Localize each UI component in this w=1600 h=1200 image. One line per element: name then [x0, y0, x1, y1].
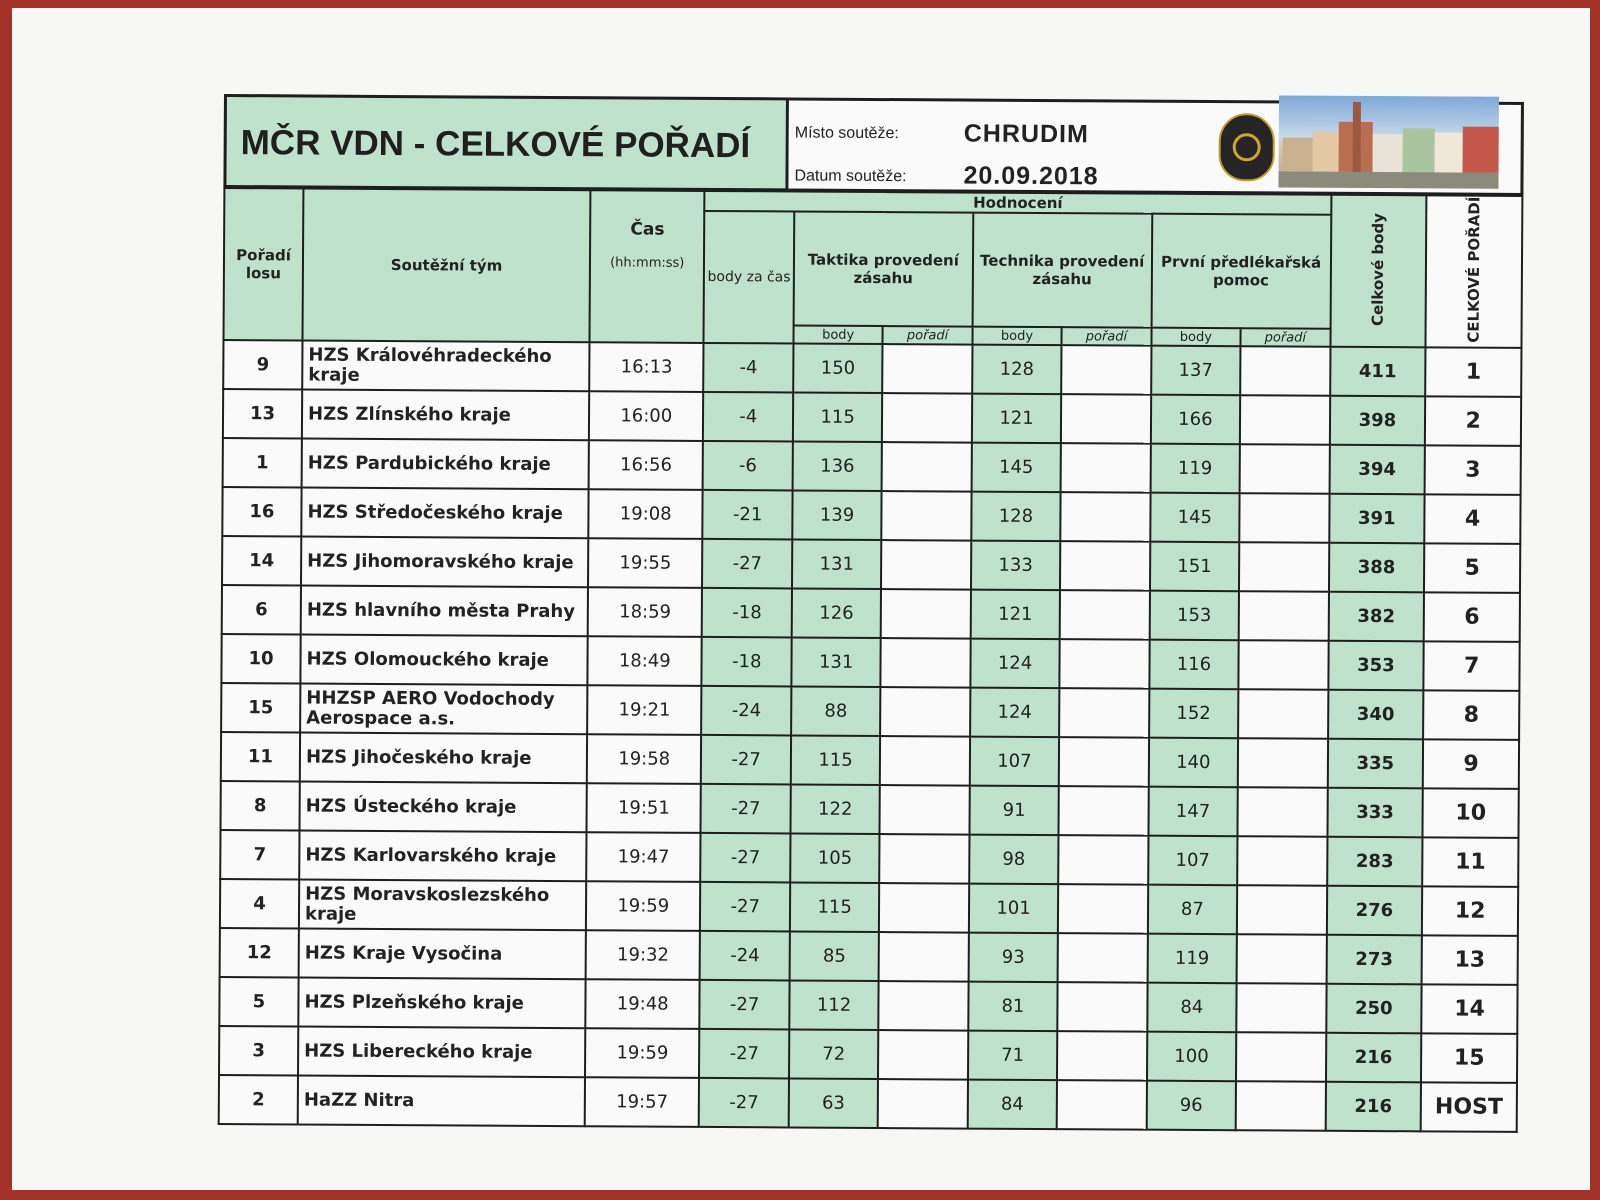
overall-place-cell: 2 — [1425, 396, 1521, 446]
title-box — [223, 94, 789, 191]
tactics-rank-cell — [879, 932, 969, 982]
tactics-rank-cell — [880, 687, 970, 737]
total-points-cell: 216 — [1326, 1033, 1422, 1083]
technique-rank-cell — [1061, 394, 1151, 444]
lot-cell: 11 — [221, 732, 300, 781]
lot-cell: 7 — [220, 830, 299, 879]
table-row — [223, 389, 1521, 446]
sub-rank-header: pořadí — [1062, 327, 1152, 346]
first-aid-points-cell: 166 — [1151, 395, 1241, 445]
overall-place-cell: 9 — [1423, 739, 1519, 789]
first-aid-points-cell: 147 — [1148, 787, 1238, 837]
tactics-points-cell: 115 — [790, 883, 880, 933]
tactics-rank-cell — [883, 344, 973, 394]
technique-rank-cell — [1058, 884, 1148, 934]
date-label: Datum soutěže: — [794, 167, 907, 186]
time-cell: 19:58 — [587, 734, 702, 784]
first-aid-rank-cell — [1239, 591, 1329, 641]
tactics-points-cell: 150 — [793, 344, 883, 394]
technique-points-cell: 91 — [969, 786, 1059, 836]
overall-place-cell: 5 — [1424, 543, 1520, 593]
overall-place-cell: 12 — [1422, 886, 1518, 936]
time-cell: 19:59 — [585, 1028, 700, 1078]
total-points-cell: 398 — [1329, 396, 1425, 446]
first-aid-points-cell: 84 — [1147, 983, 1237, 1033]
table-row — [219, 977, 1517, 1034]
tactics-rank-cell — [880, 834, 970, 884]
time-cell: 18:59 — [588, 587, 703, 637]
technique-points-cell: 128 — [972, 345, 1062, 395]
total-points-cell: 353 — [1328, 641, 1424, 691]
first-aid-points-cell: 153 — [1149, 591, 1239, 641]
technique-points-cell: 124 — [970, 688, 1060, 738]
lot-cell: 16 — [222, 487, 301, 536]
tactics-rank-cell — [881, 638, 971, 688]
time-cell: 19:21 — [587, 685, 702, 735]
results-table — [218, 187, 1524, 1133]
team-cell: HZS Jihočeského kraje — [300, 733, 587, 784]
technique-points-cell: 101 — [969, 884, 1059, 934]
time-points-cell: -27 — [701, 735, 791, 785]
page-title: MČR VDN - CELKOVÉ POŘADÍ — [240, 123, 751, 166]
overall-place-cell: 1 — [1425, 347, 1521, 397]
technique-rank-cell — [1060, 541, 1150, 591]
total-points-cell: 216 — [1325, 1082, 1421, 1132]
time-cell: 19:08 — [588, 489, 703, 539]
tactics-rank-cell — [880, 736, 970, 786]
tactics-rank-cell — [882, 491, 972, 541]
col-overall-header: CELKOVÉ POŘADÍ — [1426, 195, 1523, 348]
lot-cell: 15 — [221, 683, 300, 732]
tactics-points-cell: 139 — [792, 491, 882, 541]
results-sheet — [218, 94, 1524, 1118]
lot-cell: 12 — [220, 928, 299, 977]
table-row — [221, 781, 1519, 838]
first-aid-rank-cell — [1236, 1081, 1326, 1131]
technique-rank-cell — [1061, 345, 1151, 395]
time-cell: 19:48 — [585, 979, 700, 1029]
total-points-cell: 276 — [1326, 886, 1422, 936]
time-cell: 19:57 — [585, 1077, 700, 1127]
time-cell: 16:00 — [589, 391, 704, 441]
first-aid-rank-cell — [1239, 493, 1329, 543]
technique-rank-cell — [1059, 688, 1149, 738]
total-points-cell: 335 — [1327, 739, 1423, 789]
lot-cell: 2 — [219, 1075, 298, 1124]
technique-points-cell: 121 — [970, 590, 1060, 640]
tactics-rank-cell — [882, 442, 972, 492]
time-points-cell: -27 — [701, 833, 791, 883]
first-aid-rank-cell — [1237, 885, 1327, 935]
first-aid-rank-cell — [1240, 395, 1330, 445]
first-aid-rank-cell — [1240, 444, 1330, 494]
time-points-cell: -27 — [700, 980, 790, 1030]
lot-cell: 5 — [219, 977, 298, 1026]
place-value: CHRUDIM — [963, 119, 1089, 149]
tactics-points-cell: 88 — [791, 687, 881, 737]
time-points-cell: -27 — [699, 1029, 789, 1079]
table-row — [219, 1075, 1517, 1132]
team-cell: HZS Jihomoravského kraje — [301, 537, 588, 588]
tactics-points-cell: 136 — [792, 442, 882, 492]
time-points-cell: -27 — [699, 1078, 789, 1128]
lot-cell: 3 — [219, 1026, 298, 1075]
time-cell: 16:13 — [589, 342, 704, 392]
technique-rank-cell — [1060, 590, 1150, 640]
team-cell: HaZZ Nitra — [298, 1076, 585, 1127]
table-row — [221, 683, 1519, 740]
first-aid-rank-cell — [1238, 738, 1328, 788]
table-row — [221, 634, 1519, 691]
col-time-points-header: body za čas — [704, 211, 794, 344]
evaluation-header: Hodnocení — [705, 191, 1331, 215]
time-cell: 19:51 — [587, 783, 702, 833]
time-points-cell: -27 — [702, 539, 792, 589]
table-row — [222, 536, 1520, 593]
place-label: Místo soutěže: — [794, 124, 899, 143]
team-cell: HHZSP AERO Vodochody Aerospace a.s. — [300, 684, 587, 735]
time-cell: 19:55 — [588, 538, 703, 588]
col-tactics-header: Taktika provedení zásahu — [794, 211, 974, 326]
technique-points-cell: 124 — [970, 639, 1060, 689]
table-row — [222, 487, 1520, 544]
team-cell: HZS Královéhradeckého kraje — [302, 341, 589, 392]
tactics-points-cell: 131 — [792, 540, 882, 590]
first-aid-rank-cell — [1238, 689, 1328, 739]
team-cell: HZS Karlovarského kraje — [299, 831, 586, 882]
table-row — [220, 830, 1518, 887]
team-cell: HZS Ústeckého kraje — [300, 782, 587, 833]
technique-rank-cell — [1058, 982, 1148, 1032]
total-points-cell: 283 — [1327, 837, 1423, 887]
overall-place-cell: 3 — [1425, 445, 1521, 495]
overall-place-cell: 8 — [1423, 690, 1519, 740]
first-aid-points-cell: 96 — [1146, 1081, 1236, 1131]
first-aid-points-cell: 119 — [1147, 934, 1237, 984]
table-row — [223, 340, 1521, 397]
technique-points-cell: 84 — [967, 1080, 1057, 1130]
col-technique-header: Technika provedení zásahu — [972, 213, 1152, 328]
town-square-photo — [1278, 95, 1499, 188]
overall-place-cell: 10 — [1423, 788, 1519, 838]
sub-points-header: body — [1151, 328, 1241, 347]
technique-points-cell: 145 — [971, 443, 1061, 493]
technique-points-cell: 71 — [968, 1031, 1058, 1081]
time-points-cell: -18 — [702, 588, 792, 638]
technique-rank-cell — [1058, 933, 1148, 983]
first-aid-points-cell: 107 — [1148, 836, 1238, 886]
technique-rank-cell — [1060, 639, 1150, 689]
time-points-cell: -24 — [700, 931, 790, 981]
tactics-points-cell: 131 — [791, 638, 881, 688]
sub-rank-header: pořadí — [883, 326, 973, 345]
lot-cell: 4 — [220, 879, 299, 928]
table-row — [219, 1026, 1517, 1083]
time-points-cell: -6 — [703, 441, 793, 491]
lot-cell: 1 — [223, 438, 302, 487]
col-lot-header: Pořadí losu — [223, 188, 303, 341]
team-cell: HZS Olomouckého kraje — [300, 635, 587, 686]
paper-sheet — [12, 8, 1590, 1190]
date-value: 20.09.2018 — [963, 161, 1099, 191]
first-aid-points-cell: 116 — [1149, 640, 1239, 690]
tactics-points-cell: 85 — [790, 932, 880, 982]
first-aid-rank-cell — [1239, 542, 1329, 592]
tactics-rank-cell — [881, 540, 971, 590]
tactics-rank-cell — [879, 981, 969, 1031]
first-aid-points-cell: 140 — [1148, 738, 1238, 788]
technique-rank-cell — [1059, 737, 1149, 787]
technique-rank-cell — [1058, 835, 1148, 885]
table-row — [220, 879, 1518, 936]
time-points-cell: -27 — [701, 784, 791, 834]
sub-rank-header: pořadí — [1241, 328, 1331, 347]
overall-place-cell: 6 — [1424, 592, 1520, 642]
overall-place-cell: 15 — [1421, 1033, 1517, 1083]
team-cell: HZS Kraje Vysočina — [299, 929, 586, 980]
first-aid-rank-cell — [1237, 836, 1327, 886]
overall-place-cell: 4 — [1425, 494, 1521, 544]
tactics-rank-cell — [879, 883, 969, 933]
overall-place-cell: HOST — [1421, 1082, 1517, 1132]
team-cell: HZS hlavního města Prahy — [301, 586, 588, 637]
tactics-rank-cell — [882, 393, 972, 443]
first-aid-rank-cell — [1238, 787, 1328, 837]
tactics-points-cell: 115 — [793, 393, 883, 443]
first-aid-points-cell: 151 — [1150, 542, 1240, 592]
first-aid-rank-cell — [1237, 934, 1327, 984]
overall-place-cell: 7 — [1424, 641, 1520, 691]
tactics-points-cell: 105 — [790, 834, 880, 884]
time-points-cell: -21 — [703, 490, 793, 540]
tactics-points-cell: 72 — [789, 1030, 879, 1080]
total-points-cell: 333 — [1327, 788, 1423, 838]
first-aid-points-cell: 100 — [1147, 1032, 1237, 1082]
lot-cell: 13 — [223, 389, 302, 438]
first-aid-rank-cell — [1236, 983, 1326, 1033]
tactics-points-cell: 63 — [789, 1079, 879, 1129]
technique-points-cell: 128 — [971, 492, 1061, 542]
technique-rank-cell — [1057, 1080, 1147, 1130]
tactics-points-cell: 112 — [789, 981, 879, 1031]
overall-place-cell: 11 — [1422, 837, 1518, 887]
time-cell: 18:49 — [587, 636, 702, 686]
technique-points-cell: 107 — [970, 737, 1060, 787]
lot-cell: 6 — [222, 585, 301, 634]
tactics-rank-cell — [880, 785, 970, 835]
first-aid-points-cell: 137 — [1151, 346, 1241, 396]
technique-points-cell: 133 — [971, 541, 1061, 591]
tactics-rank-cell — [878, 1030, 968, 1080]
first-aid-rank-cell — [1236, 1032, 1326, 1082]
technique-points-cell: 98 — [969, 835, 1059, 885]
first-aid-points-cell: 152 — [1149, 689, 1239, 739]
col-team-header: Soutěžní tým — [303, 188, 591, 342]
technique-points-cell: 93 — [968, 933, 1058, 983]
time-points-cell: -4 — [704, 343, 794, 393]
team-cell: HZS Plzeňského kraje — [298, 978, 585, 1029]
tactics-rank-cell — [881, 589, 971, 639]
total-points-cell: 394 — [1329, 445, 1425, 495]
time-cell: 19:59 — [586, 881, 701, 931]
table-row — [220, 928, 1518, 985]
tactics-points-cell: 122 — [790, 785, 880, 835]
total-points-cell: 391 — [1329, 494, 1425, 544]
col-total-header: Celkové body — [1330, 195, 1427, 348]
competition-info — [788, 97, 1524, 195]
technique-rank-cell — [1057, 1031, 1147, 1081]
time-points-cell: -24 — [702, 686, 792, 736]
total-points-cell: 388 — [1329, 543, 1425, 593]
team-cell: HZS Zlínského kraje — [302, 390, 589, 441]
sub-points-header: body — [793, 326, 883, 345]
tactics-points-cell: 126 — [792, 589, 882, 639]
time-points-cell: -27 — [700, 882, 790, 932]
table-row — [222, 585, 1520, 642]
lot-cell: 14 — [222, 536, 301, 585]
total-points-cell: 411 — [1330, 347, 1426, 397]
technique-rank-cell — [1061, 443, 1151, 493]
tactics-rank-cell — [878, 1079, 968, 1129]
overall-place-cell: 14 — [1422, 984, 1518, 1034]
technique-rank-cell — [1059, 786, 1149, 836]
col-time-header: Čas (hh:mm:ss) — [590, 190, 705, 343]
team-cell: HZS Středočeského kraje — [301, 488, 588, 539]
technique-points-cell: 121 — [972, 394, 1062, 444]
time-points-cell: -4 — [703, 392, 793, 442]
total-points-cell: 273 — [1326, 935, 1422, 985]
total-points-cell: 382 — [1328, 592, 1424, 642]
overall-place-cell: 13 — [1422, 935, 1518, 985]
lot-cell: 10 — [221, 634, 300, 683]
tactics-points-cell: 115 — [791, 736, 881, 786]
technique-rank-cell — [1061, 492, 1151, 542]
sub-points-header: body — [972, 327, 1062, 346]
total-points-cell: 250 — [1326, 984, 1422, 1034]
col-first-aid-header: První předlékařská pomoc — [1151, 214, 1331, 329]
table-row — [223, 438, 1521, 495]
first-aid-rank-cell — [1238, 640, 1328, 690]
time-cell: 19:32 — [586, 930, 701, 980]
first-aid-points-cell: 145 — [1150, 493, 1240, 543]
team-cell: HZS Moravskoslezského kraje — [299, 880, 586, 931]
lot-cell: 8 — [221, 781, 300, 830]
time-points-cell: -18 — [702, 637, 792, 687]
first-aid-points-cell: 87 — [1148, 885, 1238, 935]
first-aid-points-cell: 119 — [1150, 444, 1240, 494]
team-cell: HZS Libereckého kraje — [298, 1027, 585, 1078]
table-row — [221, 732, 1519, 789]
time-cell: 19:47 — [586, 832, 701, 882]
time-cell: 16:56 — [589, 440, 704, 490]
fire-rescue-emblem-icon — [1218, 113, 1274, 181]
technique-points-cell: 81 — [968, 982, 1058, 1032]
lot-cell: 9 — [223, 340, 302, 389]
first-aid-rank-cell — [1240, 346, 1330, 396]
team-cell: HZS Pardubického kraje — [302, 439, 589, 490]
total-points-cell: 340 — [1328, 690, 1424, 740]
